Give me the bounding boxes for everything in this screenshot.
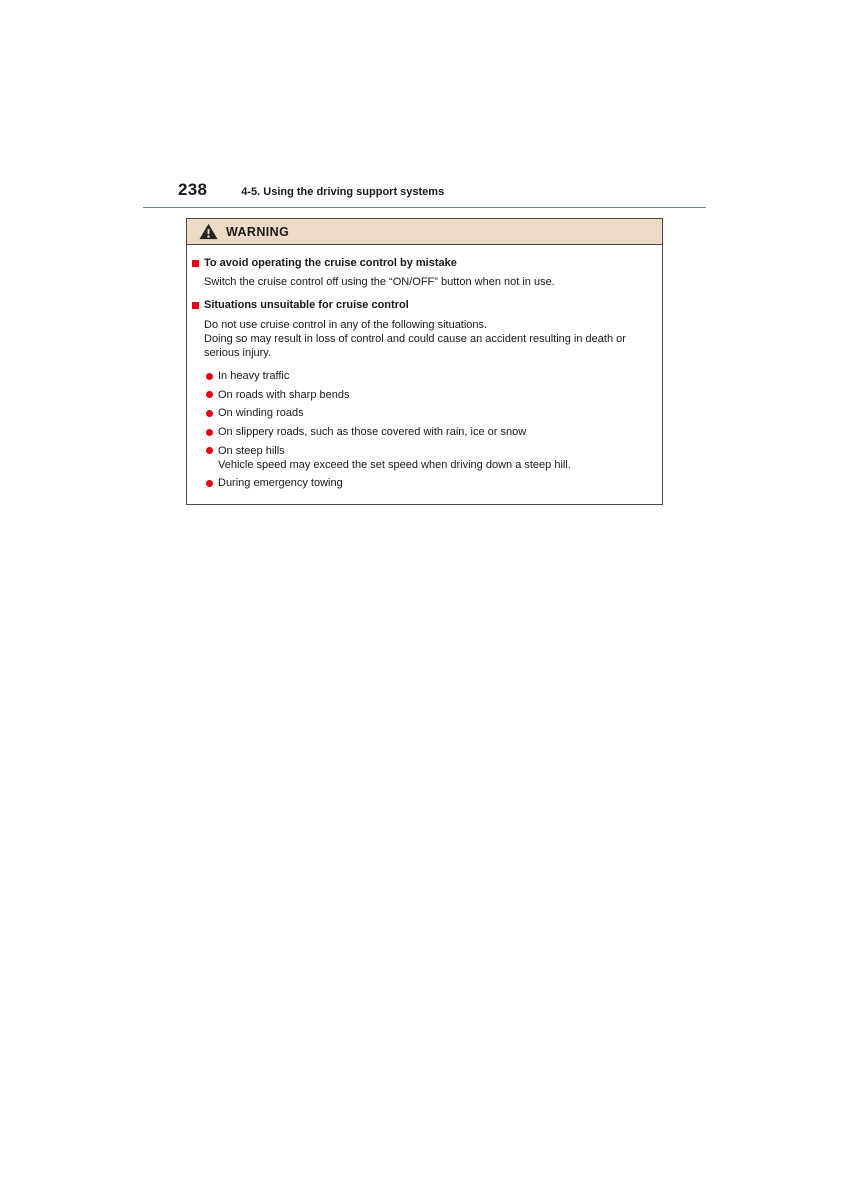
bullet-text: On steep hills [218,444,285,457]
warning-item-unsuitable-situations [192,298,650,490]
square-bullet-icon [192,302,199,309]
square-bullet-icon [192,260,199,267]
warning-header [187,219,662,245]
header-rule [143,207,706,208]
circle-bullet-icon [206,429,213,436]
bullet-text: On slippery roads, such as those covered with rain, ice or snow [218,426,527,438]
list-item [206,369,650,383]
list-item [206,388,650,402]
page-header [143,180,706,208]
warning-body-line: Doing so may result in loss of control and could cause an accident resulting in death or serious injury. [204,332,626,360]
warning-title: WARNING [226,224,290,239]
situation-bullet-list [206,369,650,490]
circle-bullet-icon [206,373,213,380]
bullet-text: On winding roads [218,407,304,420]
page-number: 238 [178,180,208,199]
list-item [206,444,650,472]
bullet-sub-text: Vehicle speed may exceed the set speed when driving down a steep hill. [218,458,571,471]
page-header-row [143,180,706,200]
warning-item-heading [192,256,650,270]
circle-bullet-icon [206,447,213,454]
warning-heading-text: To avoid operating the cruise control by mistake [204,257,457,269]
circle-bullet-icon [206,480,213,487]
bullet-text: On roads with sharp bends [218,388,350,401]
section-title: 4-5. Using the driving support systems [241,186,445,198]
circle-bullet-icon [206,410,213,417]
list-item [206,406,650,420]
warning-body [187,245,662,504]
warning-triangle-icon [199,223,218,240]
bullet-text: In heavy traffic [218,370,290,383]
list-item [206,425,650,439]
warning-box [186,218,663,505]
warning-heading-text: Situations unsuitable for cruise control [204,299,409,312]
warning-item-cruise-mistake [192,256,650,289]
circle-bullet-icon [206,391,213,398]
bullet-text-with-sub [218,444,650,472]
list-item [206,476,650,490]
warning-body-line: Switch the cruise control off using the “ON/OFF” button when not in use. [204,276,555,289]
warning-item-body [204,318,650,361]
warning-item-heading [192,298,650,312]
warning-body-line: Do not use cruise control in any of the following situations. [204,318,488,331]
warning-item-body [204,275,650,289]
bullet-text: During emergency towing [218,477,343,490]
